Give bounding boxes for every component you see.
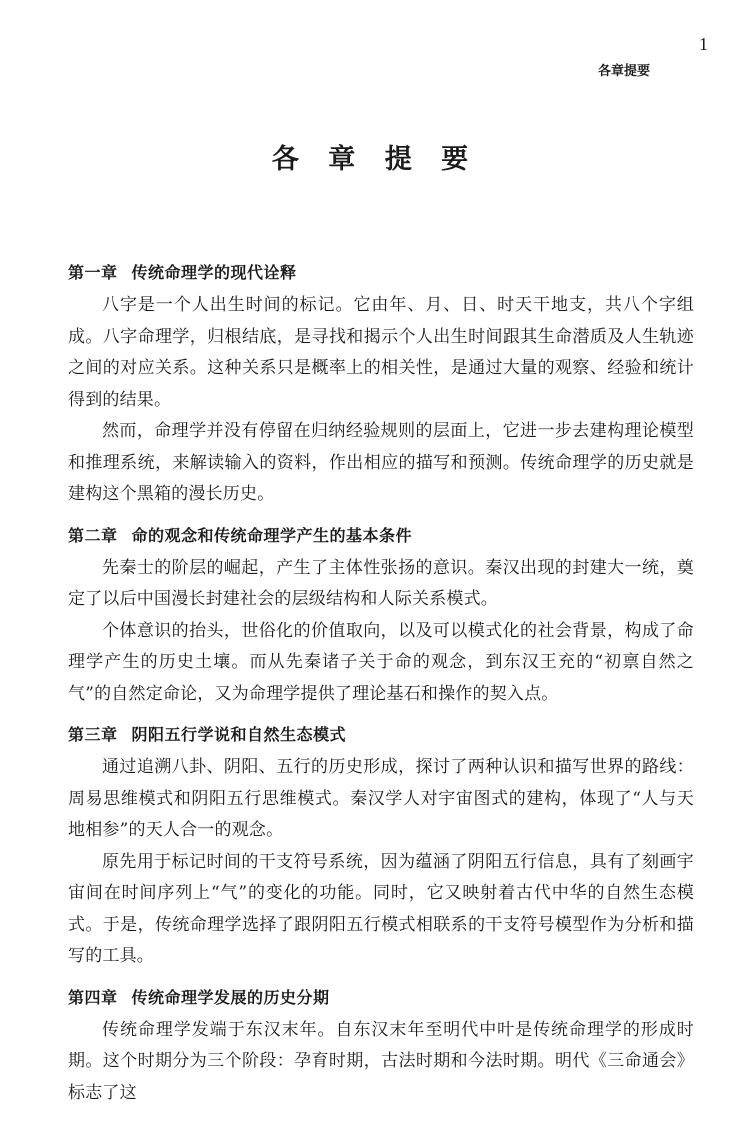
chapter-title: 传统命理学的现代诠释 (131, 263, 297, 282)
chapter-title: 传统命理学发展的历史分期 (131, 987, 330, 1007)
chapter-heading (68, 981, 694, 1015)
paragraph: 先秦士的阶层的崛起，产生了主体性张扬的意识。秦汉出现的封建大一统，奠定了以后中国漫长封建社会的层级结构和人际关系模式。 (68, 557, 694, 609)
chapter-summaries (68, 256, 694, 1109)
page-title: 各 章 提 要 (271, 144, 479, 175)
page-number: 1 (699, 34, 708, 54)
chapter-2 (68, 519, 694, 711)
chapter-number: 第二章 (68, 525, 118, 545)
chapter-heading (68, 256, 694, 290)
paragraph: 然而，命理学并没有停留在归纳经验规则的层面上，它进一步去建构理论模型和推理系统，来解读输入的资料，作出相应的描写和预测。传统命理学的历史就是建构这个黑箱的漫长历史。 (68, 421, 694, 504)
running-head: 各章提要 (597, 64, 650, 79)
chapter-1 (68, 256, 694, 511)
paragraph: 传统命理学发端于东汉末年。自东汉末年至明代中叶是传统命理学的形成时期。这个时期分为三个阶段：孕育时期，古法时期和今法时期。明代《三命通会》标志了这 (68, 1019, 694, 1103)
paragraph: 通过追溯八卦、阴阳、五行的历史形成，探讨了两种认识和描写世界的路线：周易思维模式和阴阳五行思维模式。秦汉学人对宇宙图式的建构，体现了“人与天地相参”的天人合一的观念。 (68, 757, 694, 840)
chapter-number: 第四章 (68, 987, 118, 1007)
chapter-number: 第三章 (68, 725, 118, 744)
chapter-heading (68, 519, 694, 553)
paragraph: 个体意识的抬头，世俗化的价值取向，以及可以模式化的社会背景，构成了命理学产生的历史土壤。而从先秦诸子关于命的观念，到东汉王充的“初禀自然之气”的自然定命论，又为命理学提供了理论基石和操作的契入点。 (68, 620, 694, 704)
chapter-number: 第一章 (68, 263, 118, 282)
paragraph: 八字是一个人出生时间的标记。它由年、月、日、时天干地支，共八个字组成。八字命理学，归根结底，是寻找和揭示个人出生时间跟其生命潜质及人生轨迹之间的对应关系。这种关系只是概率上的相关性，是通过大量的观察、经验和统计得到的结果。 (68, 295, 694, 410)
chapter-4 (68, 981, 694, 1110)
chapter-title: 阴阳五行学说和自然生态模式 (131, 725, 347, 744)
chapter-heading (68, 718, 694, 752)
chapter-title: 命的观念和传统命理学产生的基本条件 (131, 525, 413, 545)
paragraph: 原先用于标记时间的干支符号系统，因为蕴涵了阴阳五行信息，具有了刻画宇宙间在时间序列上“气”的变化的功能。同时，它又映射着古代中华的自然生态模式。于是，传统命理学选择了跟阴阳五行模式相联系的干支符号模型作为分析和描写的工具。 (68, 851, 694, 966)
chapter-3 (68, 718, 694, 973)
